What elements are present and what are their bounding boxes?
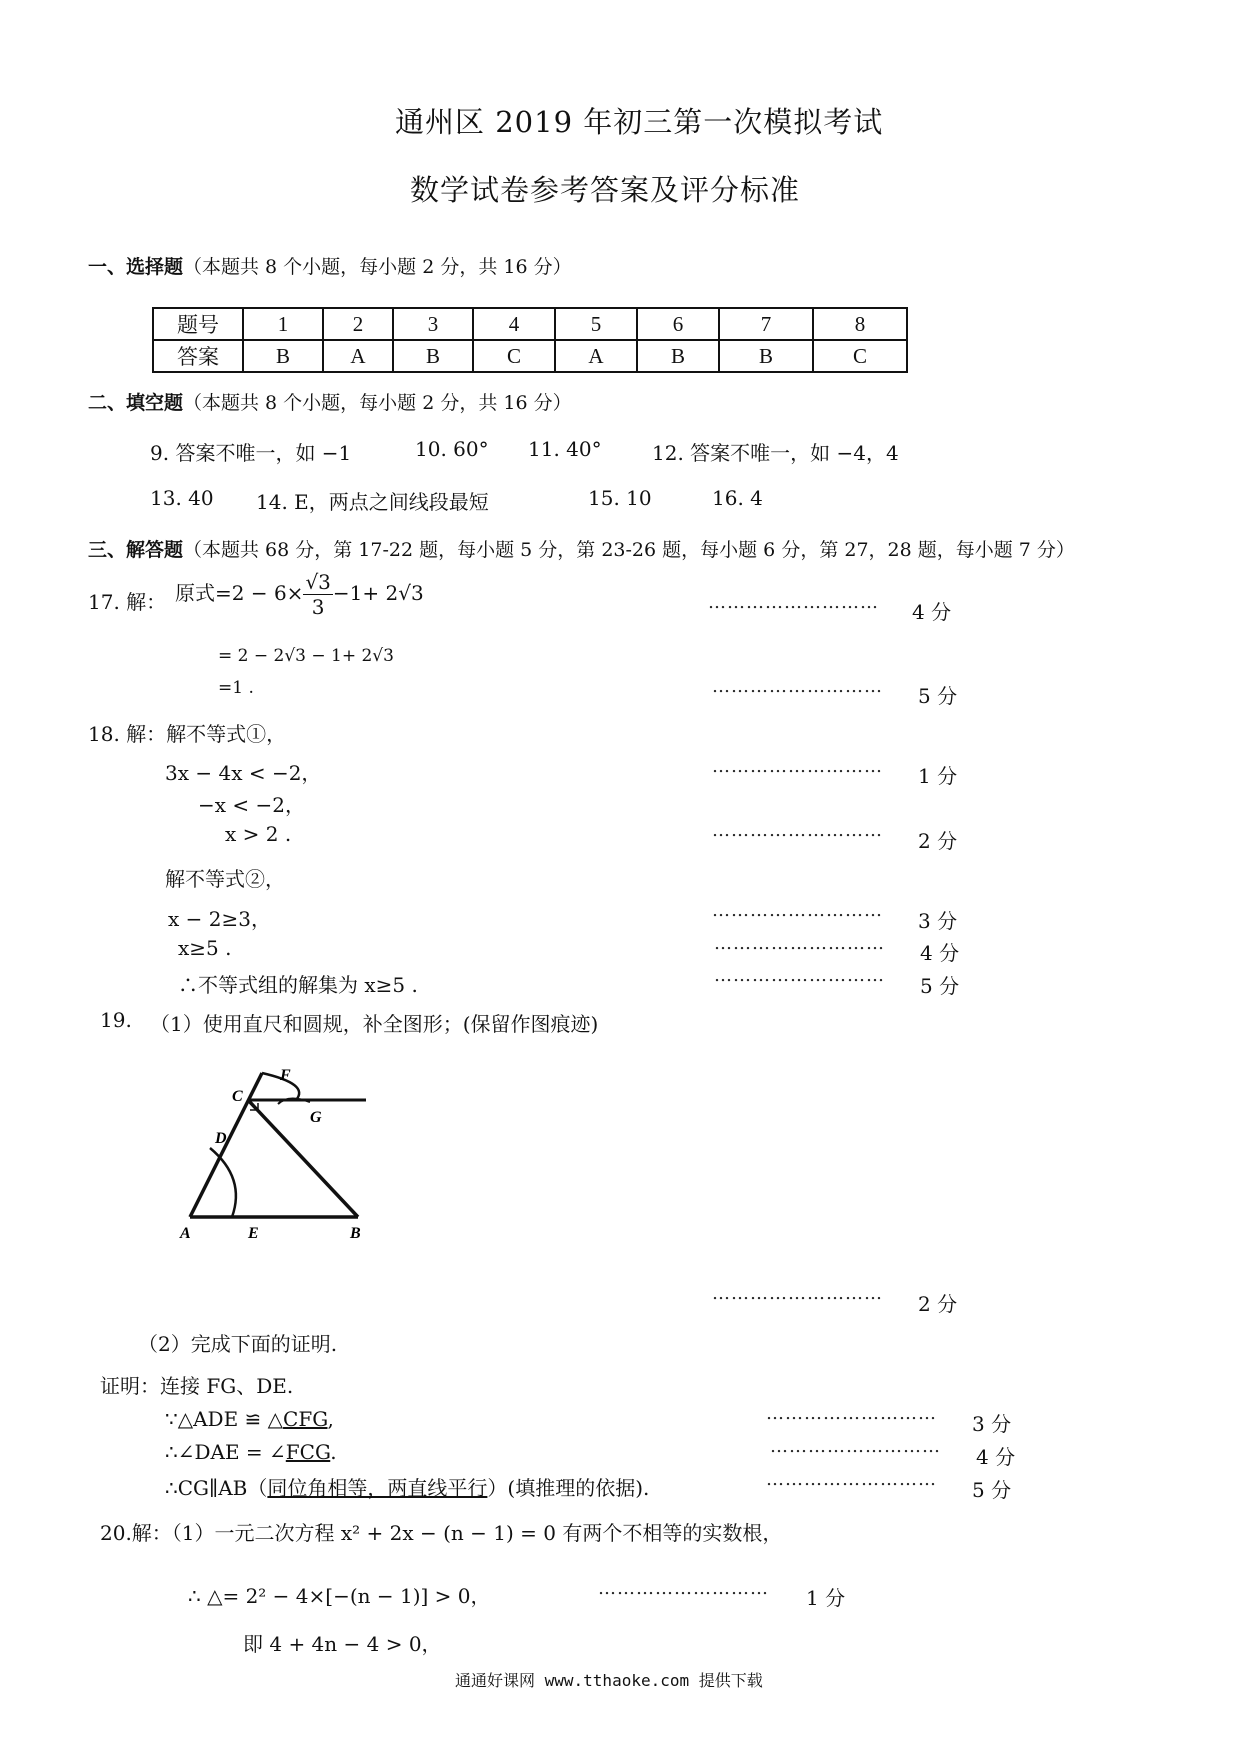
table-cell: 2 bbox=[323, 308, 393, 340]
table-cell: 题号 bbox=[153, 308, 243, 340]
fill-answer-10: 10. 60° bbox=[415, 437, 489, 461]
score-q18b: 2 分 bbox=[918, 829, 958, 853]
score-q17a: 4 分 bbox=[912, 600, 952, 624]
section-3-note: （本题共 68 分，第 17-22 题，每小题 5 分，第 23-26 题，每小题 6 分，第 27，28 题，每小题 7 分） bbox=[183, 539, 1075, 561]
q18-line2: −x < −2， bbox=[198, 793, 305, 817]
page-subtitle: 数学试卷参考答案及评分标准 bbox=[410, 173, 801, 207]
table-cell: B bbox=[719, 340, 813, 372]
table-cell: B bbox=[393, 340, 473, 372]
label-e: E bbox=[248, 1225, 259, 1242]
table-cell: C bbox=[813, 340, 907, 372]
score-q19b: 3 分 bbox=[972, 1412, 1012, 1436]
fill-answer-16: 16. 4 bbox=[712, 486, 763, 510]
q19-part2: （2）完成下面的证明. bbox=[138, 1332, 338, 1356]
score-dots: ……………………… bbox=[770, 1436, 941, 1457]
score-q19a: 2 分 bbox=[918, 1292, 958, 1316]
q20-line2: ∴ △= 2² − 4×[−(n − 1)] > 0， bbox=[188, 1584, 491, 1608]
score-dots: ……………………… bbox=[712, 676, 883, 697]
table-row bbox=[153, 340, 907, 372]
fill-answer-9: 9. 答案不唯一，如 −1 bbox=[150, 441, 352, 465]
table-cell: C bbox=[473, 340, 555, 372]
section-2-heading bbox=[88, 388, 572, 415]
q18-line3: x > 2 . bbox=[225, 822, 292, 846]
proof-step3-blank: 同位角相等，两直线平行 bbox=[267, 1476, 488, 1500]
q18-line6: x≥5 . bbox=[178, 936, 232, 960]
q17-fraction bbox=[303, 570, 332, 619]
q18-line5: x − 2≥3， bbox=[168, 907, 271, 931]
q18-line1: 3x − 4x < −2， bbox=[165, 761, 322, 785]
section-1-note: （本题共 8 个小题，每小题 2 分，共 16 分） bbox=[183, 256, 572, 278]
q20-line3: 即 4 + 4n − 4 > 0， bbox=[243, 1632, 442, 1656]
score-q20a: 1 分 bbox=[806, 1586, 846, 1610]
table-cell: 3 bbox=[393, 308, 473, 340]
label-d: D bbox=[215, 1130, 227, 1147]
table-cell: 6 bbox=[637, 308, 719, 340]
table-row bbox=[153, 308, 907, 340]
fraction-numerator: √3 bbox=[305, 570, 331, 594]
fill-answer-11: 11. 40° bbox=[528, 437, 602, 461]
section-3-title: 三、解答题 bbox=[88, 539, 184, 561]
table-cell: A bbox=[323, 340, 393, 372]
proof-step1-blank: CFG bbox=[283, 1407, 328, 1431]
q18-line7: ∴不等式组的解集为 x≥5 . bbox=[178, 973, 418, 997]
q17-line3: =1 . bbox=[218, 678, 254, 698]
score-q18a: 1 分 bbox=[918, 764, 958, 788]
q19-label: 19. bbox=[100, 1008, 132, 1032]
table-cell: B bbox=[243, 340, 323, 372]
score-q19c: 4 分 bbox=[976, 1445, 1016, 1469]
score-dots: ……………………… bbox=[712, 900, 883, 921]
section-3-heading bbox=[88, 535, 1075, 562]
table-cell: B bbox=[637, 340, 719, 372]
score-dots: ……………………… bbox=[598, 1578, 769, 1599]
proof-step1-suffix: , bbox=[327, 1407, 334, 1431]
q17-line1-suffix: −1+ 2√3 bbox=[332, 581, 424, 605]
q19-proof-step2 bbox=[165, 1440, 337, 1464]
score-q19d: 5 分 bbox=[972, 1478, 1012, 1502]
table-cell: 1 bbox=[243, 308, 323, 340]
fill-answer-13: 13. 40 bbox=[150, 486, 214, 510]
score-dots: ……………………… bbox=[766, 1469, 937, 1490]
q19-proof-step1 bbox=[165, 1407, 334, 1431]
q18-line4: 解不等式②， bbox=[165, 867, 285, 891]
q17-line1-prefix: 原式=2 − 6× bbox=[175, 581, 304, 605]
q18-label: 18. 解：解不等式①， bbox=[88, 722, 287, 746]
score-dots: ……………………… bbox=[714, 933, 885, 954]
section-1-title: 一、选择题 bbox=[88, 256, 184, 278]
fraction-denominator: 3 bbox=[311, 595, 325, 619]
fill-answer-12: 12. 答案不唯一，如 −4，4 bbox=[652, 441, 899, 465]
q19-proof-step3 bbox=[165, 1472, 649, 1501]
score-dots: ……………………… bbox=[714, 965, 885, 986]
section-2-title: 二、填空题 bbox=[88, 392, 184, 414]
table-cell: 4 bbox=[473, 308, 555, 340]
score-dots: ……………………… bbox=[712, 1283, 883, 1304]
score-q18c: 3 分 bbox=[918, 909, 958, 933]
answer-table bbox=[152, 307, 908, 373]
score-q18d: 4 分 bbox=[920, 941, 960, 965]
proof-step3-suffix: ）(填推理的依据). bbox=[487, 1476, 650, 1500]
arc-de bbox=[210, 1148, 236, 1217]
footer-credit: 通通好课网 www.tthaoke.com 提供下载 bbox=[455, 1671, 763, 1690]
proof-step1-prefix: ∵△ADE ≌ △ bbox=[165, 1407, 284, 1431]
table-cell: 5 bbox=[555, 308, 637, 340]
label-g: G bbox=[310, 1109, 322, 1126]
label-b: B bbox=[350, 1225, 361, 1242]
q19-part1: （1）使用直尺和圆规，补全图形；(保留作图痕迹) bbox=[150, 1012, 599, 1036]
label-a: A bbox=[180, 1225, 191, 1242]
proof-step3-prefix: ∴CG∥AB（ bbox=[165, 1476, 268, 1500]
section-2-note: （本题共 8 个小题，每小题 2 分，共 16 分） bbox=[183, 392, 572, 414]
line-cb bbox=[248, 1100, 358, 1217]
proof-step2-prefix: ∴∠DAE = ∠ bbox=[165, 1440, 286, 1464]
table-cell: 7 bbox=[719, 308, 813, 340]
q19-proof-intro: 证明：连接 FG、DE. bbox=[100, 1374, 294, 1398]
table-cell: A bbox=[555, 340, 637, 372]
q17-label: 17. 解： bbox=[88, 590, 167, 614]
q17-line1 bbox=[175, 570, 424, 619]
table-cell: 答案 bbox=[153, 340, 243, 372]
page-title: 通州区 2019 年初三第一次模拟考试 bbox=[395, 105, 884, 139]
fill-answer-14: 14. E，两点之间线段最短 bbox=[256, 490, 489, 514]
q20-line1: 20.解：（1）一元二次方程 x² + 2x − (n − 1) = 0 有两个不相等的实数根， bbox=[100, 1521, 783, 1545]
geometry-figure bbox=[170, 1060, 380, 1245]
section-1-heading bbox=[88, 252, 572, 279]
fill-answer-15: 15. 10 bbox=[588, 486, 652, 510]
q17-line2: = 2 − 2√3 − 1+ 2√3 bbox=[218, 646, 394, 666]
score-q18e: 5 分 bbox=[920, 974, 960, 998]
table-cell: 8 bbox=[813, 308, 907, 340]
score-dots: ……………………… bbox=[766, 1403, 937, 1424]
score-dots: ……………………… bbox=[708, 592, 879, 613]
proof-step2-blank: FCG bbox=[285, 1440, 331, 1464]
score-dots: ……………………… bbox=[712, 756, 883, 777]
score-q17b: 5 分 bbox=[918, 684, 958, 708]
proof-step2-suffix: . bbox=[330, 1440, 337, 1464]
score-dots: ……………………… bbox=[712, 820, 883, 841]
label-f: F bbox=[280, 1067, 291, 1084]
label-c: C bbox=[232, 1088, 243, 1105]
